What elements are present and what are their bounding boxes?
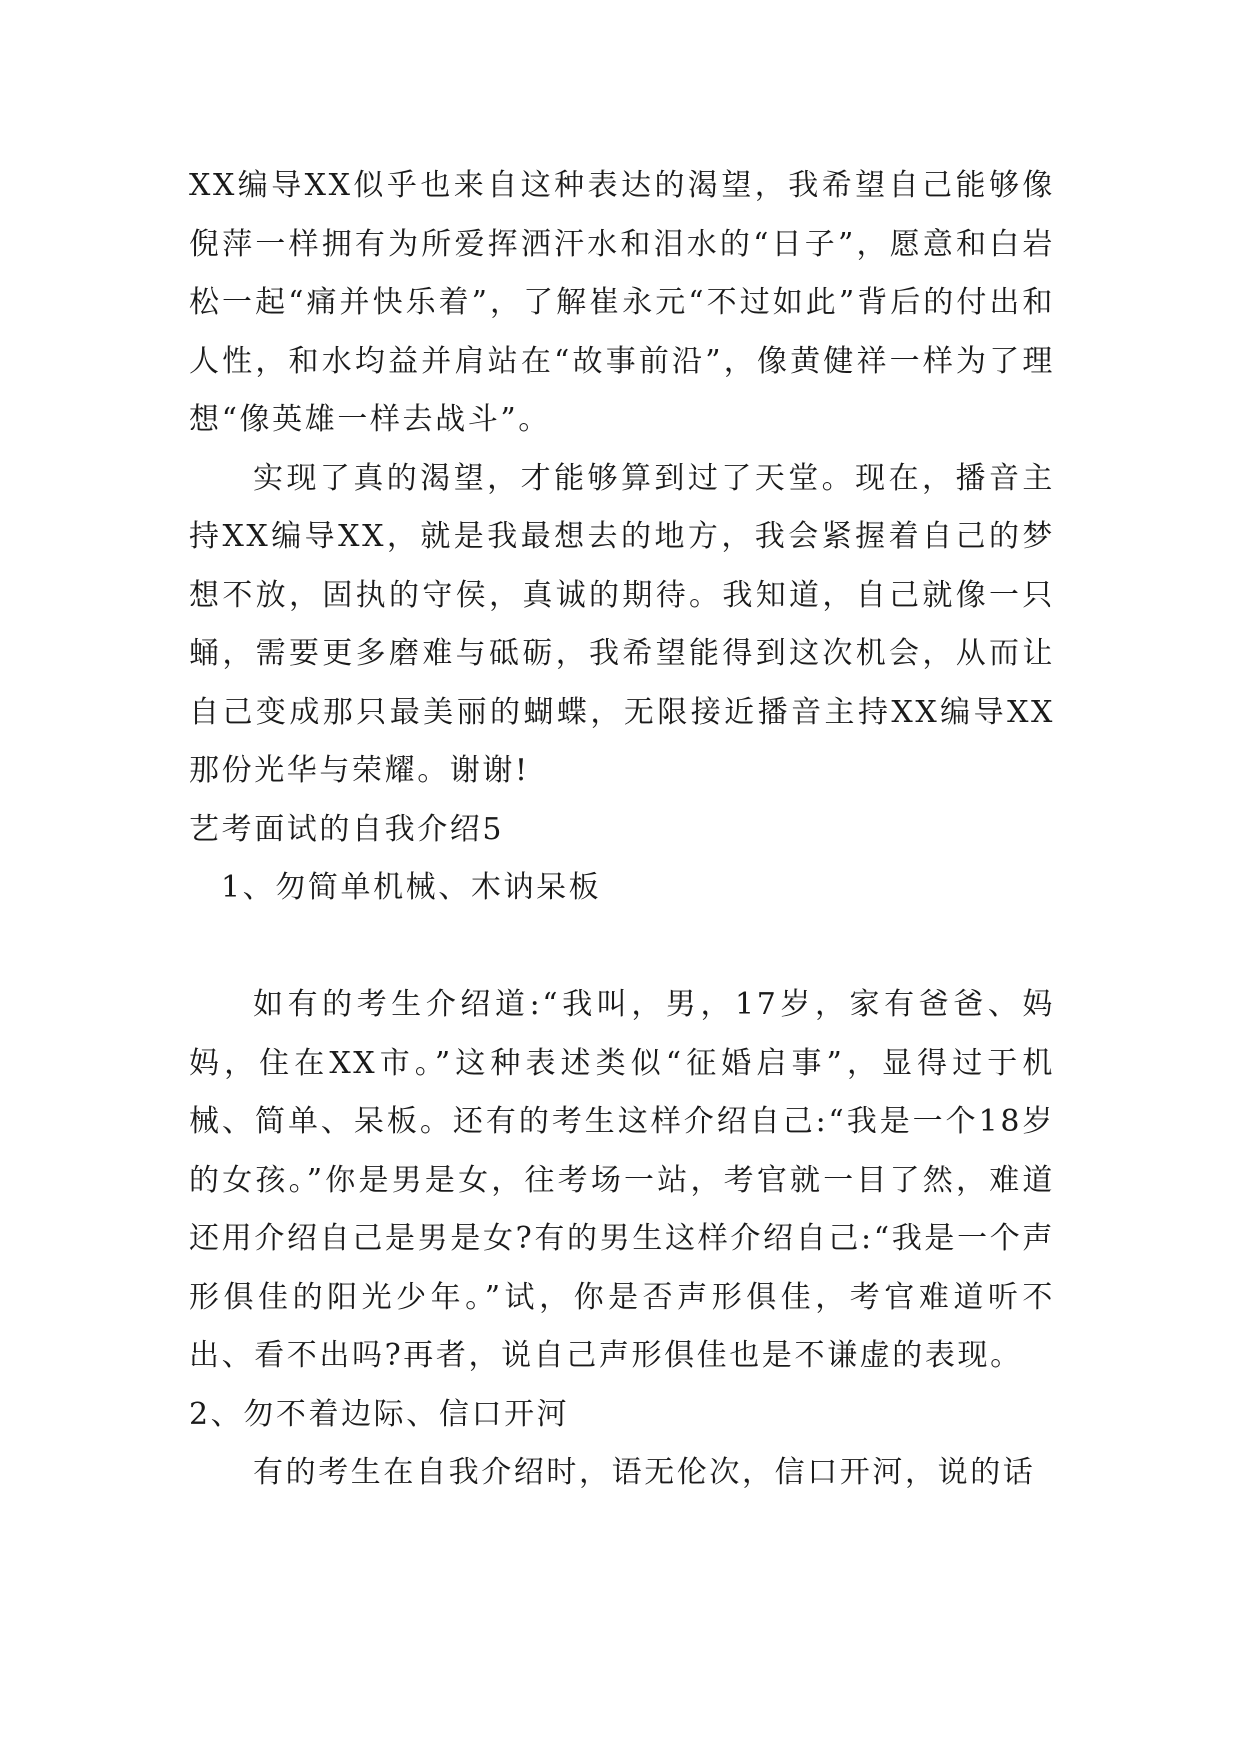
point-1-title: 1、勿简单机械、木讷呆板	[221, 870, 602, 905]
paragraph-continuation: XX编导XX似乎也来自这种表达的渴望，我希望自己能够像倪萍一样拥有为所爱挥洒汗水和泪水的“日子”，愿意和白岩松一起“痛并快乐着”，了解崔永元“不过如此”背后的付出和人性，和水均益并肩站在“故事前沿”，像黄健祥一样为了理想“像英雄一样去战斗”。	[189, 168, 1055, 437]
paragraph-truncated: 有的考生在自我介绍时，语无伦次，信口开河，说的话	[253, 1455, 1036, 1490]
blank-line	[189, 918, 1055, 977]
section-title: 艺考面试的自我介绍5	[189, 811, 505, 847]
point-2-title: 2、勿不着边际、信口开河	[189, 1396, 570, 1432]
document-body	[189, 157, 1055, 1503]
paragraph-closing: 实现了真的渴望，才能够算到过了天堂。现在，播音主持XX编导XX，就是我最想去的地方，我会紧握着自己的梦想不放，固执的守侯，真诚的期待。我知道，自己就像一只蛹，需要更多磨难与砥砺，我希望能得到这次机会，从而让自己变成那只最美丽的蝴蝶，无限接近播音主持XX编导XX那份光华与荣耀。谢谢!	[189, 460, 1055, 788]
paragraph-example: 如有的考生介绍道:“我叫，男，17岁，家有爸爸、妈妈，住在XX市。”这种表述类似“征婚启事”，显得过于机械、简单、呆板。还有的考生这样介绍自己:“我是一个18岁的女孩。”你是男是女，往考场一站，考官就一目了然，难道还用介绍自己是男是女?有的男生这样介绍自己:“我是一个声形俱佳的阳光少年。”试，你是否声形俱佳，考官难道听不出、看不出吗?再者，说自己声形俱佳也是不谦虚的表现。	[189, 987, 1055, 1373]
